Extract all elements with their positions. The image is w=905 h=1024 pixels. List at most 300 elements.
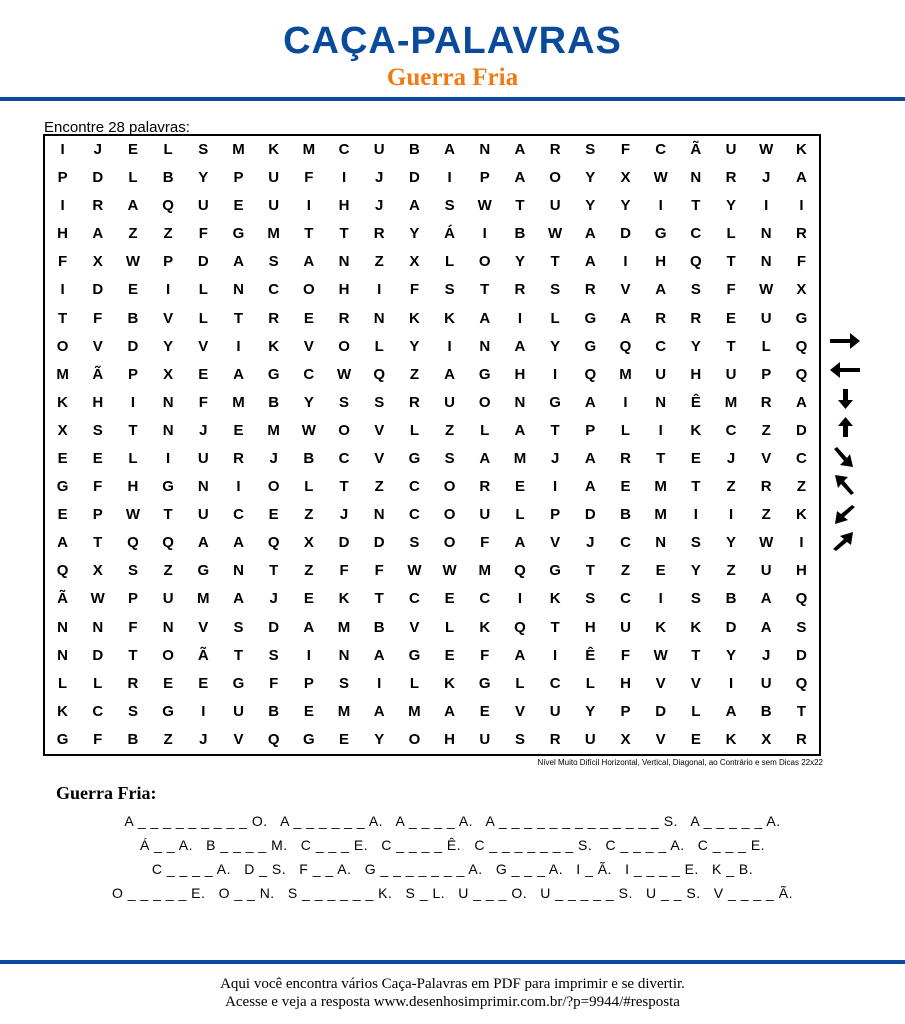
- grid-cell[interactable]: Q: [373, 365, 386, 383]
- grid-cell[interactable]: K: [690, 618, 702, 636]
- grid-cell[interactable]: D: [268, 618, 280, 636]
- grid-cell[interactable]: E: [690, 450, 701, 467]
- grid-cell[interactable]: W: [759, 141, 774, 158]
- grid-cell[interactable]: C: [233, 506, 244, 524]
- grid-cell[interactable]: I: [799, 197, 804, 215]
- grid-cell[interactable]: W: [759, 281, 774, 299]
- grid-cell[interactable]: X: [620, 169, 631, 187]
- grid-cell[interactable]: Y: [163, 337, 174, 355]
- grid-cell[interactable]: N: [162, 421, 174, 439]
- grid-cell[interactable]: K: [338, 590, 350, 608]
- grid-cell[interactable]: Z: [163, 225, 173, 243]
- grid-cell[interactable]: L: [93, 674, 103, 692]
- grid-cell[interactable]: H: [338, 197, 350, 215]
- grid-cell[interactable]: I: [482, 225, 487, 243]
- grid-cell[interactable]: A: [303, 253, 315, 271]
- grid-cell[interactable]: I: [658, 421, 663, 439]
- grid-cell[interactable]: V: [198, 337, 209, 355]
- grid-cell[interactable]: C: [303, 365, 315, 383]
- grid-cell[interactable]: Q: [514, 562, 526, 580]
- grid-cell[interactable]: Y: [409, 225, 420, 243]
- grid-cell[interactable]: G: [549, 562, 561, 580]
- grid-cell[interactable]: C: [338, 450, 350, 467]
- grid-cell[interactable]: U: [549, 702, 561, 720]
- grid-cell[interactable]: V: [761, 450, 772, 467]
- grid-cell[interactable]: G: [654, 225, 667, 243]
- grid-cell[interactable]: I: [60, 141, 65, 158]
- grid-cell[interactable]: R: [725, 169, 737, 187]
- grid-cell[interactable]: J: [339, 506, 349, 524]
- grid-cell[interactable]: P: [303, 674, 314, 692]
- grid-cell[interactable]: G: [162, 478, 174, 496]
- grid-cell[interactable]: F: [726, 281, 736, 299]
- grid-cell[interactable]: T: [374, 590, 384, 608]
- grid-cell[interactable]: O: [443, 534, 456, 552]
- grid-cell[interactable]: X: [409, 253, 420, 271]
- grid-cell[interactable]: U: [760, 309, 772, 327]
- grid-cell[interactable]: K: [57, 393, 68, 411]
- grid-cell[interactable]: T: [128, 421, 138, 439]
- grid-cell[interactable]: Q: [267, 534, 280, 552]
- grid-cell[interactable]: M: [232, 393, 245, 411]
- grid-cell[interactable]: G: [232, 225, 245, 243]
- grid-cell[interactable]: I: [236, 478, 241, 496]
- grid-cell[interactable]: G: [795, 309, 808, 327]
- grid-cell[interactable]: O: [443, 478, 456, 496]
- grid-cell[interactable]: A: [584, 478, 596, 496]
- grid-cell[interactable]: R: [655, 309, 667, 327]
- grid-cell[interactable]: F: [269, 674, 279, 692]
- grid-cell[interactable]: D: [92, 281, 104, 299]
- grid-cell[interactable]: U: [584, 730, 596, 748]
- grid-cell[interactable]: D: [373, 534, 385, 552]
- grid-cell[interactable]: L: [58, 674, 68, 692]
- grid-cell[interactable]: R: [373, 225, 385, 243]
- grid-cell[interactable]: T: [233, 309, 244, 327]
- grid-cell[interactable]: I: [447, 337, 452, 355]
- grid-cell[interactable]: K: [690, 421, 702, 439]
- grid-cell[interactable]: Z: [796, 478, 806, 496]
- grid-cell[interactable]: D: [795, 421, 807, 439]
- grid-cell[interactable]: Y: [585, 169, 596, 187]
- grid-cell[interactable]: L: [163, 141, 173, 158]
- grid-cell[interactable]: I: [553, 365, 558, 383]
- grid-cell[interactable]: D: [92, 169, 104, 187]
- grid-cell[interactable]: I: [658, 590, 663, 608]
- grid-cell[interactable]: R: [408, 393, 420, 411]
- grid-cell[interactable]: I: [447, 169, 452, 187]
- grid-cell[interactable]: A: [514, 169, 526, 187]
- grid-cell[interactable]: B: [760, 702, 772, 720]
- grid-cell[interactable]: C: [655, 337, 667, 355]
- grid-cell[interactable]: J: [93, 141, 102, 158]
- grid-cell[interactable]: Q: [267, 730, 280, 748]
- grid-cell[interactable]: S: [92, 421, 103, 439]
- grid-cell[interactable]: Z: [128, 225, 138, 243]
- grid-cell[interactable]: C: [549, 674, 561, 692]
- grid-cell[interactable]: R: [549, 141, 561, 158]
- grid-cell[interactable]: L: [445, 253, 455, 271]
- grid-cell[interactable]: F: [93, 478, 103, 496]
- grid-cell[interactable]: H: [514, 365, 526, 383]
- grid-cell[interactable]: Z: [304, 506, 314, 524]
- grid-cell[interactable]: J: [199, 730, 208, 748]
- grid-cell[interactable]: R: [233, 450, 244, 467]
- grid-cell[interactable]: O: [478, 253, 491, 271]
- grid-cell[interactable]: M: [337, 702, 351, 720]
- grid-cell[interactable]: V: [409, 618, 420, 636]
- grid-cell[interactable]: F: [796, 253, 806, 271]
- grid-cell[interactable]: U: [197, 506, 209, 524]
- grid-cell[interactable]: T: [304, 225, 314, 243]
- grid-cell[interactable]: Ê: [585, 646, 596, 664]
- grid-cell[interactable]: A: [408, 197, 420, 215]
- grid-cell[interactable]: R: [690, 309, 702, 327]
- grid-cell[interactable]: X: [620, 730, 631, 748]
- grid-cell[interactable]: D: [620, 225, 631, 243]
- grid-cell[interactable]: E: [163, 674, 174, 692]
- grid-cell[interactable]: A: [514, 337, 526, 355]
- grid-cell[interactable]: U: [479, 730, 491, 748]
- grid-cell[interactable]: R: [549, 730, 561, 748]
- grid-cell[interactable]: A: [92, 225, 104, 243]
- grid-cell[interactable]: N: [655, 393, 667, 411]
- grid-cell[interactable]: W: [336, 365, 352, 383]
- grid-cell[interactable]: A: [373, 702, 385, 720]
- grid-cell[interactable]: Y: [726, 197, 737, 215]
- grid-cell[interactable]: C: [620, 534, 631, 552]
- grid-cell[interactable]: M: [197, 590, 210, 608]
- grid-cell[interactable]: E: [620, 478, 631, 496]
- grid-cell[interactable]: K: [795, 141, 807, 158]
- grid-cell[interactable]: N: [233, 281, 244, 299]
- grid-cell[interactable]: J: [375, 197, 384, 215]
- grid-cell[interactable]: F: [58, 253, 68, 271]
- grid-cell[interactable]: S: [585, 590, 596, 608]
- grid-cell[interactable]: G: [303, 730, 315, 748]
- grid-cell[interactable]: U: [268, 197, 280, 215]
- grid-cell[interactable]: D: [127, 337, 139, 355]
- grid-cell[interactable]: S: [690, 534, 701, 552]
- grid-cell[interactable]: E: [655, 562, 666, 580]
- grid-cell[interactable]: W: [759, 534, 774, 552]
- grid-cell[interactable]: E: [303, 309, 314, 327]
- grid-cell[interactable]: P: [127, 590, 138, 608]
- grid-cell[interactable]: G: [478, 674, 491, 692]
- grid-cell[interactable]: Ã: [92, 365, 104, 383]
- grid-cell[interactable]: F: [128, 618, 138, 636]
- grid-cell[interactable]: A: [444, 141, 455, 158]
- grid-cell[interactable]: K: [57, 702, 68, 720]
- grid-cell[interactable]: W: [301, 421, 316, 439]
- grid-cell[interactable]: A: [584, 253, 596, 271]
- grid-cell[interactable]: S: [514, 730, 525, 748]
- grid-cell[interactable]: N: [338, 253, 350, 271]
- grid-cell[interactable]: X: [796, 281, 807, 299]
- grid-cell[interactable]: P: [550, 506, 561, 524]
- grid-cell[interactable]: N: [690, 169, 702, 187]
- grid-cell[interactable]: L: [480, 421, 490, 439]
- grid-cell[interactable]: Q: [584, 365, 597, 383]
- grid-cell[interactable]: E: [233, 197, 244, 215]
- grid-cell[interactable]: O: [338, 337, 350, 355]
- grid-cell[interactable]: P: [163, 253, 174, 271]
- grid-cell[interactable]: O: [267, 478, 280, 496]
- grid-cell[interactable]: L: [761, 337, 771, 355]
- grid-cell[interactable]: D: [338, 534, 350, 552]
- grid-cell[interactable]: T: [163, 506, 173, 524]
- grid-cell[interactable]: K: [655, 618, 667, 636]
- grid-cell[interactable]: G: [549, 393, 561, 411]
- grid-cell[interactable]: A: [514, 421, 526, 439]
- grid-cell[interactable]: T: [58, 309, 68, 327]
- grid-cell[interactable]: F: [93, 730, 103, 748]
- grid-cell[interactable]: T: [796, 702, 806, 720]
- grid-cell[interactable]: D: [584, 506, 596, 524]
- grid-cell[interactable]: D: [795, 646, 807, 664]
- grid-cell[interactable]: W: [548, 225, 563, 243]
- grid-cell[interactable]: N: [162, 393, 174, 411]
- grid-cell[interactable]: V: [233, 730, 244, 748]
- grid-cell[interactable]: T: [691, 197, 701, 215]
- grid-cell[interactable]: U: [197, 450, 209, 467]
- grid-cell[interactable]: A: [444, 365, 455, 383]
- grid-cell[interactable]: C: [408, 478, 420, 496]
- grid-cell[interactable]: I: [623, 253, 628, 271]
- grid-cell[interactable]: S: [444, 450, 455, 467]
- grid-cell[interactable]: T: [339, 225, 349, 243]
- grid-cell[interactable]: T: [339, 478, 349, 496]
- grid-cell[interactable]: A: [233, 365, 244, 383]
- grid-cell[interactable]: O: [162, 646, 174, 664]
- grid-cell[interactable]: V: [550, 534, 561, 552]
- grid-cell[interactable]: I: [166, 450, 171, 467]
- grid-cell[interactable]: T: [691, 646, 701, 664]
- grid-cell[interactable]: A: [655, 281, 667, 299]
- grid-cell[interactable]: U: [760, 674, 772, 692]
- grid-cell[interactable]: J: [269, 590, 278, 608]
- grid-cell[interactable]: N: [92, 618, 104, 636]
- grid-cell[interactable]: R: [268, 309, 280, 327]
- grid-cell[interactable]: A: [795, 393, 807, 411]
- grid-cell[interactable]: N: [373, 506, 385, 524]
- grid-cell[interactable]: H: [444, 730, 455, 748]
- grid-cell[interactable]: I: [306, 646, 311, 664]
- grid-cell[interactable]: A: [233, 590, 244, 608]
- grid-cell[interactable]: U: [760, 562, 772, 580]
- grid-cell[interactable]: A: [127, 197, 139, 215]
- grid-cell[interactable]: E: [303, 590, 314, 608]
- grid-cell[interactable]: Z: [163, 562, 173, 580]
- grid-cell[interactable]: P: [92, 506, 103, 524]
- grid-cell[interactable]: O: [549, 169, 561, 187]
- grid-cell[interactable]: I: [799, 534, 804, 552]
- grid-cell[interactable]: H: [57, 225, 68, 243]
- grid-cell[interactable]: C: [92, 702, 104, 720]
- grid-cell[interactable]: R: [92, 197, 104, 215]
- grid-cell[interactable]: X: [92, 253, 103, 271]
- grid-cell[interactable]: M: [56, 365, 69, 383]
- grid-cell[interactable]: S: [268, 646, 279, 664]
- grid-cell[interactable]: X: [163, 365, 174, 383]
- grid-cell[interactable]: Z: [726, 478, 736, 496]
- grid-cell[interactable]: Q: [127, 534, 139, 552]
- grid-cell[interactable]: S: [198, 141, 209, 158]
- grid-cell[interactable]: E: [690, 730, 701, 748]
- grid-cell[interactable]: W: [407, 562, 422, 580]
- grid-cell[interactable]: N: [479, 141, 491, 158]
- grid-cell[interactable]: F: [620, 646, 631, 664]
- grid-cell[interactable]: O: [56, 337, 69, 355]
- grid-cell[interactable]: O: [443, 506, 456, 524]
- grid-cell[interactable]: Ã: [57, 590, 68, 608]
- grid-cell[interactable]: I: [517, 590, 523, 608]
- grid-cell[interactable]: V: [655, 674, 666, 692]
- grid-cell[interactable]: I: [623, 393, 628, 411]
- grid-cell[interactable]: I: [306, 197, 311, 215]
- grid-cell[interactable]: F: [93, 309, 103, 327]
- grid-cell[interactable]: M: [232, 141, 245, 158]
- grid-cell[interactable]: L: [585, 674, 595, 692]
- grid-cell[interactable]: M: [724, 393, 738, 411]
- grid-cell[interactable]: Z: [163, 730, 173, 748]
- grid-cell[interactable]: Q: [795, 590, 808, 608]
- grid-cell[interactable]: C: [479, 590, 491, 608]
- grid-cell[interactable]: I: [377, 281, 382, 299]
- grid-cell[interactable]: V: [514, 702, 525, 720]
- grid-cell[interactable]: K: [268, 141, 280, 158]
- grid-cell[interactable]: Z: [620, 562, 631, 580]
- grid-cell[interactable]: C: [620, 590, 631, 608]
- grid-cell[interactable]: T: [585, 562, 595, 580]
- grid-cell[interactable]: Q: [795, 365, 808, 383]
- grid-cell[interactable]: K: [479, 618, 491, 636]
- grid-cell[interactable]: L: [198, 281, 208, 299]
- grid-cell[interactable]: I: [60, 281, 65, 299]
- grid-cell[interactable]: L: [128, 169, 138, 187]
- grid-cell[interactable]: A: [233, 534, 244, 552]
- grid-cell[interactable]: B: [620, 506, 631, 524]
- grid-cell[interactable]: Q: [690, 253, 702, 271]
- grid-cell[interactable]: G: [162, 702, 174, 720]
- grid-cell[interactable]: A: [303, 618, 315, 636]
- grid-cell[interactable]: E: [514, 478, 525, 496]
- grid-cell[interactable]: E: [233, 421, 244, 439]
- grid-cell[interactable]: Y: [690, 562, 701, 580]
- grid-cell[interactable]: M: [654, 506, 667, 524]
- grid-cell[interactable]: I: [60, 197, 65, 215]
- grid-cell[interactable]: Ê: [690, 393, 701, 411]
- grid-cell[interactable]: N: [197, 478, 209, 496]
- grid-cell[interactable]: T: [726, 337, 736, 355]
- grid-cell[interactable]: I: [553, 478, 558, 496]
- grid-cell[interactable]: K: [408, 309, 420, 327]
- grid-cell[interactable]: P: [620, 702, 631, 720]
- grid-cell[interactable]: V: [620, 281, 631, 299]
- grid-cell[interactable]: I: [377, 674, 382, 692]
- grid-cell[interactable]: X: [57, 421, 68, 439]
- grid-cell[interactable]: Z: [761, 421, 771, 439]
- grid-cell[interactable]: B: [514, 225, 526, 243]
- grid-cell[interactable]: R: [479, 478, 491, 496]
- grid-cell[interactable]: A: [197, 534, 209, 552]
- grid-cell[interactable]: G: [232, 674, 245, 692]
- grid-cell[interactable]: V: [374, 421, 385, 439]
- grid-cell[interactable]: Q: [56, 562, 69, 580]
- grid-cell[interactable]: D: [655, 702, 667, 720]
- grid-cell[interactable]: E: [92, 450, 103, 467]
- grid-cell[interactable]: S: [796, 618, 807, 636]
- grid-cell[interactable]: L: [620, 421, 631, 439]
- grid-cell[interactable]: C: [408, 506, 420, 524]
- grid-cell[interactable]: A: [760, 590, 772, 608]
- grid-cell[interactable]: S: [127, 562, 138, 580]
- grid-cell[interactable]: A: [514, 646, 526, 664]
- grid-cell[interactable]: A: [57, 534, 68, 552]
- grid-cell[interactable]: A: [584, 450, 596, 467]
- grid-cell[interactable]: X: [92, 562, 103, 580]
- grid-cell[interactable]: M: [337, 618, 351, 636]
- grid-cell[interactable]: J: [726, 450, 736, 467]
- grid-cell[interactable]: S: [585, 141, 596, 158]
- grid-cell[interactable]: Z: [726, 562, 736, 580]
- grid-cell[interactable]: Ã: [197, 646, 209, 664]
- grid-cell[interactable]: A: [233, 253, 244, 271]
- grid-cell[interactable]: I: [728, 506, 734, 524]
- grid-cell[interactable]: I: [341, 169, 347, 187]
- grid-cell[interactable]: I: [728, 674, 734, 692]
- grid-cell[interactable]: H: [584, 618, 596, 636]
- grid-cell[interactable]: I: [517, 309, 523, 327]
- grid-cell[interactable]: V: [690, 674, 701, 692]
- grid-cell[interactable]: I: [166, 281, 171, 299]
- grid-cell[interactable]: A: [373, 646, 385, 664]
- grid-cell[interactable]: W: [653, 169, 668, 187]
- grid-cell[interactable]: J: [762, 646, 771, 664]
- grid-cell[interactable]: S: [268, 253, 279, 271]
- grid-cell[interactable]: R: [514, 281, 526, 299]
- grid-cell[interactable]: Y: [550, 337, 561, 355]
- grid-cell[interactable]: Y: [303, 393, 314, 411]
- grid-cell[interactable]: X: [303, 534, 314, 552]
- grid-cell[interactable]: H: [795, 562, 807, 580]
- grid-cell[interactable]: F: [304, 169, 314, 187]
- grid-cell[interactable]: B: [268, 393, 280, 411]
- grid-cell[interactable]: T: [550, 618, 560, 636]
- grid-cell[interactable]: I: [658, 197, 663, 215]
- grid-cell[interactable]: W: [90, 590, 105, 608]
- grid-cell[interactable]: T: [480, 281, 490, 299]
- grid-cell[interactable]: P: [761, 365, 772, 383]
- grid-cell[interactable]: P: [127, 365, 138, 383]
- grid-cell[interactable]: G: [267, 365, 280, 383]
- grid-cell[interactable]: J: [269, 450, 278, 467]
- grid-cell[interactable]: F: [409, 281, 419, 299]
- grid-cell[interactable]: Q: [162, 534, 174, 552]
- grid-cell[interactable]: N: [514, 393, 526, 411]
- grid-cell[interactable]: F: [374, 562, 384, 580]
- grid-cell[interactable]: Z: [374, 253, 384, 271]
- grid-cell[interactable]: S: [690, 281, 701, 299]
- grid-cell[interactable]: L: [550, 309, 560, 327]
- grid-cell[interactable]: I: [553, 646, 558, 664]
- grid-cell[interactable]: Y: [726, 534, 737, 552]
- grid-cell[interactable]: A: [760, 618, 772, 636]
- grid-cell[interactable]: Q: [162, 197, 174, 215]
- grid-cell[interactable]: T: [128, 646, 138, 664]
- grid-cell[interactable]: U: [725, 141, 737, 158]
- grid-cell[interactable]: E: [57, 506, 68, 524]
